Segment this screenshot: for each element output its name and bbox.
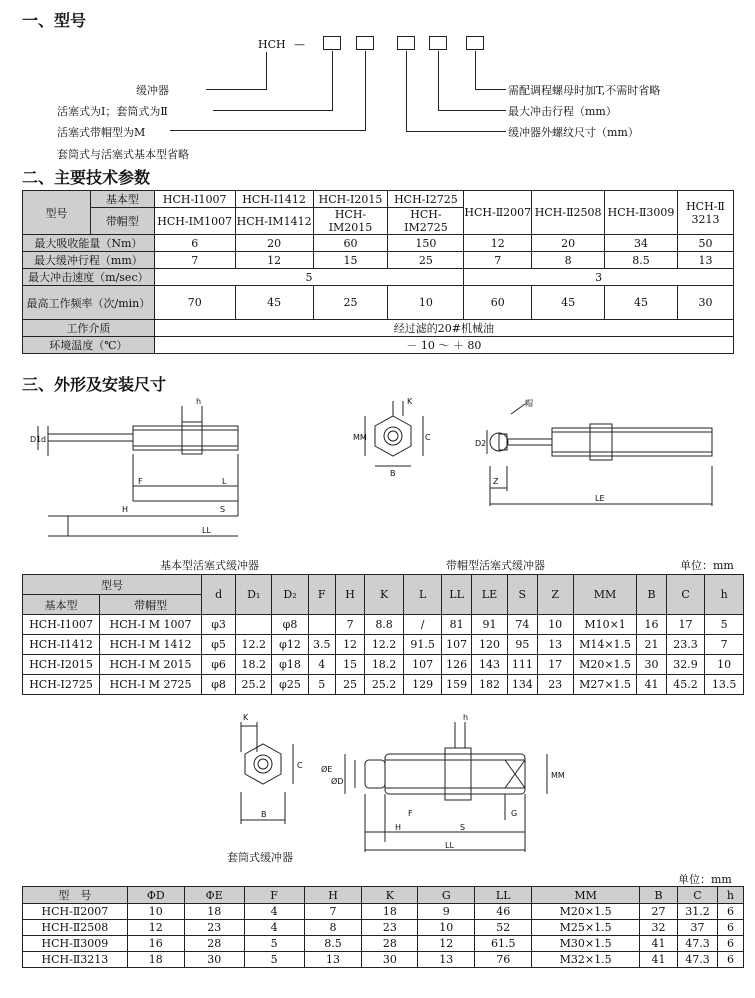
value-cell: φ25 [272, 675, 308, 695]
value-cell: 18 [127, 952, 184, 968]
value-cell: M25×1.5 [532, 920, 640, 936]
col-header: MM [573, 575, 636, 615]
spec-table [22, 190, 734, 354]
leader-line [206, 89, 266, 90]
value-cell: 46 [475, 904, 532, 920]
sleeve-end-view [205, 712, 315, 832]
value-cell: 28 [362, 936, 418, 952]
leader-line [365, 51, 366, 131]
sub-header: 基本型 [23, 595, 100, 615]
model-cell: HCH-Ⅰ1007 [23, 615, 100, 635]
group-header: 型号 [23, 575, 202, 595]
leader-line [406, 51, 407, 132]
sleeve-drawing-caption: 套筒式缓冲器 [227, 851, 293, 864]
cell: 6 [154, 235, 235, 252]
value-cell: 23 [537, 675, 573, 695]
cap-model: HCH-ⅠM2015 [313, 208, 388, 235]
table-row [23, 952, 744, 968]
col-header: B [637, 575, 666, 615]
hex-end-view [335, 396, 445, 486]
cell: 30 [677, 286, 733, 320]
cell: 20 [532, 235, 605, 252]
cell: 150 [388, 235, 464, 252]
model-dash: — [294, 38, 305, 51]
leader-line [406, 131, 506, 132]
cell: 60 [313, 235, 388, 252]
value-cell: 13.5 [705, 675, 744, 695]
cell: 12 [235, 252, 313, 269]
cell: 25 [313, 286, 388, 320]
col-header: F [244, 887, 304, 904]
table-row [23, 675, 744, 695]
col-header: D₂ [272, 575, 308, 615]
value-cell: 7 [705, 635, 744, 655]
value-cell: 16 [127, 936, 184, 952]
model-cell: HCH-Ⅰ1412 [23, 635, 100, 655]
cap-header: 带帽型 [90, 208, 154, 235]
col-header: h [717, 887, 743, 904]
value-cell: 28 [184, 936, 244, 952]
cell: 10 [388, 286, 464, 320]
value-cell: 74 [508, 615, 537, 635]
value-cell: 12.2 [236, 635, 272, 655]
dim-LL: LL [202, 526, 211, 535]
leader-line [213, 110, 333, 111]
value-cell: 10 [418, 920, 475, 936]
value-cell: 6 [717, 904, 743, 920]
col-header: LL [442, 575, 471, 615]
model-cell: HCH-Ⅱ3009 [23, 936, 128, 952]
value-cell: 126 [442, 655, 471, 675]
value-cell [236, 615, 272, 635]
model-cell: HCH-Ⅰ M 1007 [100, 615, 202, 635]
leader-line [438, 51, 439, 111]
cell: 45 [605, 286, 678, 320]
value-cell: 32.9 [666, 655, 705, 675]
table-row [23, 635, 744, 655]
right-label-0: 需配调程螺母时加T,不需时省略 [508, 84, 661, 97]
code-box-2 [356, 36, 374, 50]
value-cell: 111 [508, 655, 537, 675]
cap-model: HCH-ⅠM1007 [154, 208, 235, 235]
leader-line [438, 110, 506, 111]
col-header: H [335, 575, 364, 615]
right-label-2: 缓冲器外螺纹尺寸（mm） [508, 126, 639, 139]
sleeve-model: HCH-Ⅱ3009 [605, 191, 678, 235]
code-box-4 [429, 36, 447, 50]
cell: 45 [235, 286, 313, 320]
cell: 15 [313, 252, 388, 269]
value-cell: 41 [640, 952, 678, 968]
col-header: C [677, 887, 717, 904]
value-cell: 25 [335, 675, 364, 695]
dim-C: C [297, 761, 303, 770]
value-cell: 23.3 [666, 635, 705, 655]
dim-phiD: ØD [331, 777, 344, 786]
basic-piston-drawing [30, 396, 260, 546]
value-cell: 41 [637, 675, 666, 695]
dim-Z: Z [493, 477, 499, 486]
model-cell: HCH-Ⅰ2725 [23, 675, 100, 695]
sleeve-side-view [315, 712, 585, 862]
col-header: LL [475, 887, 532, 904]
value-cell: 95 [508, 635, 537, 655]
value-cell: 12.2 [365, 635, 404, 655]
dim-K: K [407, 397, 413, 406]
cell: 8 [532, 252, 605, 269]
dim-D2: D2 [475, 439, 487, 448]
value-cell: 32 [640, 920, 678, 936]
value-cell: 47.3 [677, 952, 717, 968]
value-cell: 107 [403, 655, 442, 675]
value-cell: 8 [304, 920, 362, 936]
dim-H: H [122, 505, 129, 514]
value-cell: 5 [705, 615, 744, 635]
row-label: 最高工作频率（次/min） [23, 286, 155, 320]
dim-S: S [220, 505, 226, 514]
value-cell: / [403, 615, 442, 635]
basic-drawing-caption: 基本型活塞式缓冲器 [160, 559, 259, 572]
value-cell: 18.2 [365, 655, 404, 675]
leader-line [475, 89, 506, 90]
value-cell: 8.8 [365, 615, 404, 635]
col-header: Z [537, 575, 573, 615]
dim-MM: MM [551, 771, 565, 780]
value-cell: φ8 [202, 675, 236, 695]
dim-h: h [463, 713, 469, 722]
cell: 70 [154, 286, 235, 320]
col-header: LE [471, 575, 507, 615]
value-cell: 8.5 [304, 936, 362, 952]
value-cell: 45.2 [666, 675, 705, 695]
cell: 50 [677, 235, 733, 252]
sleeve-model: HCH-Ⅱ2007 [464, 191, 532, 235]
value-cell: 41 [640, 936, 678, 952]
value-cell: M32×1.5 [532, 952, 640, 968]
left-label-1: 活塞式为Ⅰ；套筒式为Ⅱ [57, 105, 168, 118]
leader-line [266, 52, 267, 90]
dim-phiE: ØE [321, 765, 333, 774]
value-cell: 13 [418, 952, 475, 968]
value-cell: 18 [362, 904, 418, 920]
cap-drawing-caption: 带帽型活塞式缓冲器 [446, 559, 545, 572]
section2-title: 二、主要技术参数 [22, 168, 151, 187]
value-cell: 4 [308, 655, 335, 675]
basic-model: HCH-Ⅰ2725 [388, 191, 464, 208]
table-row [23, 904, 744, 920]
right-label-1: 最大冲击行程（mm） [508, 105, 617, 118]
value-cell: 134 [508, 675, 537, 695]
cap-piston-drawing [445, 396, 735, 516]
cell: 45 [532, 286, 605, 320]
dim-LL: LL [445, 841, 454, 850]
col-header: B [640, 887, 678, 904]
model-cell: HCH-Ⅰ M 1412 [100, 635, 202, 655]
value-cell: 10 [537, 615, 573, 635]
col-header: L [403, 575, 442, 615]
unit-label-2: 单位：mm [678, 873, 732, 886]
dim-LE: LE [595, 494, 605, 503]
value-cell: 30 [637, 655, 666, 675]
value-cell: φ6 [202, 655, 236, 675]
value-cell: 5 [244, 936, 304, 952]
value-cell: 16 [637, 615, 666, 635]
col-header: G [418, 887, 475, 904]
left-label-3: 套筒式与活塞式基本型省略 [57, 148, 189, 161]
dim-C: C [425, 433, 431, 442]
cap-part-label: 帽 [525, 399, 533, 408]
value-cell: M20×1.5 [532, 904, 640, 920]
value-cell: 6 [717, 952, 743, 968]
section1-title: 一、型号 [22, 11, 87, 30]
value-cell: 182 [471, 675, 507, 695]
dim-D1: D1 [30, 435, 42, 444]
value-cell: 6 [717, 936, 743, 952]
value-cell: 4 [244, 904, 304, 920]
cell: 5 [154, 269, 464, 286]
value-cell: 120 [471, 635, 507, 655]
model-cell: HCH-Ⅰ2015 [23, 655, 100, 675]
cell: 25 [388, 252, 464, 269]
value-cell: 18 [184, 904, 244, 920]
piston-dimension-table [22, 574, 744, 695]
sleeve-dimension-table [22, 886, 744, 968]
value-cell: 5 [308, 675, 335, 695]
value-cell: M20×1.5 [573, 655, 636, 675]
dim-B: B [390, 469, 396, 478]
leader-line [170, 130, 366, 131]
value-cell: 76 [475, 952, 532, 968]
value-cell: 30 [362, 952, 418, 968]
value-cell: 27 [640, 904, 678, 920]
col-header: C [666, 575, 705, 615]
cell: 13 [677, 252, 733, 269]
model-code: HCH [258, 38, 286, 51]
cell: 经过滤的20#机械油 [154, 320, 733, 337]
table-row [23, 655, 744, 675]
basic-model: HCH-Ⅰ2015 [313, 191, 388, 208]
value-cell: 5 [244, 952, 304, 968]
cell: 7 [464, 252, 532, 269]
value-cell: 3.5 [308, 635, 335, 655]
dim-h: h [196, 397, 202, 406]
table-row [23, 920, 744, 936]
leader-line [332, 51, 333, 111]
dim-B: B [261, 810, 267, 819]
left-label-0: 缓冲器 [136, 84, 169, 97]
value-cell: φ18 [272, 655, 308, 675]
section3-title: 三、外形及安装尺寸 [22, 375, 167, 394]
col-header: F [308, 575, 335, 615]
value-cell: 7 [304, 904, 362, 920]
value-cell: M27×1.5 [573, 675, 636, 695]
value-cell: 6 [717, 920, 743, 936]
cell: 3 [464, 269, 734, 286]
value-cell: 18.2 [236, 655, 272, 675]
value-cell: 23 [184, 920, 244, 936]
dim-H: H [395, 823, 402, 832]
value-cell [308, 615, 335, 635]
dim-MM: MM [353, 433, 367, 442]
value-cell: 37 [677, 920, 717, 936]
value-cell: 81 [442, 615, 471, 635]
value-cell: 47.3 [677, 936, 717, 952]
dim-K: K [243, 713, 249, 722]
value-cell: 143 [471, 655, 507, 675]
dim-F: F [138, 477, 143, 486]
row-label: 最大吸收能量（Nm） [23, 235, 155, 252]
basic-model: HCH-Ⅰ1007 [154, 191, 235, 208]
value-cell: φ5 [202, 635, 236, 655]
dim-L: L [222, 477, 227, 486]
col-header: d [202, 575, 236, 615]
col-header: ΦE [184, 887, 244, 904]
cell: － 10 ～ ＋ 80 [154, 337, 733, 354]
value-cell: 21 [637, 635, 666, 655]
value-cell: 13 [304, 952, 362, 968]
basic-model: HCH-Ⅰ1412 [235, 191, 313, 208]
value-cell: 10 [127, 904, 184, 920]
model-cell: HCH-Ⅱ3213 [23, 952, 128, 968]
value-cell: φ8 [272, 615, 308, 635]
value-cell: 61.5 [475, 936, 532, 952]
value-cell: 12 [127, 920, 184, 936]
col-header: K [362, 887, 418, 904]
unit-label: 单位：mm [680, 559, 734, 572]
value-cell: M14×1.5 [573, 635, 636, 655]
value-cell: 17 [666, 615, 705, 635]
sleeve-model: HCH-Ⅱ 3213 [677, 191, 733, 235]
value-cell: 12 [335, 635, 364, 655]
col-header: S [508, 575, 537, 615]
model-cell: HCH-Ⅱ2007 [23, 904, 128, 920]
value-cell: M30×1.5 [532, 936, 640, 952]
cap-model: HCH-ⅠM2725 [388, 208, 464, 235]
value-cell: 159 [442, 675, 471, 695]
value-cell: 9 [418, 904, 475, 920]
code-box-3 [397, 36, 415, 50]
left-label-2: 活塞式带帽型为M [57, 126, 146, 139]
table-row [23, 936, 744, 952]
cell: 60 [464, 286, 532, 320]
row-label: 最大冲击速度（m/sec） [23, 269, 155, 286]
col-header: MM [532, 887, 640, 904]
value-cell: 91 [471, 615, 507, 635]
value-cell: 91.5 [403, 635, 442, 655]
col-header: ΦD [127, 887, 184, 904]
value-cell: 25.2 [236, 675, 272, 695]
sleeve-model: HCH-Ⅱ2508 [532, 191, 605, 235]
col-header: h [705, 575, 744, 615]
value-cell: 129 [403, 675, 442, 695]
row-label: 环境温度（℃） [23, 337, 155, 354]
model-cell: HCH-Ⅰ M 2725 [100, 675, 202, 695]
value-cell: φ12 [272, 635, 308, 655]
code-box-5 [466, 36, 484, 50]
value-cell: 13 [537, 635, 573, 655]
value-cell: 23 [362, 920, 418, 936]
model-cell: HCH-Ⅰ M 2015 [100, 655, 202, 675]
code-box-1 [323, 36, 341, 50]
value-cell: 7 [335, 615, 364, 635]
value-cell: 17 [537, 655, 573, 675]
col-header: D₁ [236, 575, 272, 615]
cell: 34 [605, 235, 678, 252]
cell: 12 [464, 235, 532, 252]
value-cell: 10 [705, 655, 744, 675]
sub-header: 带帽型 [100, 595, 202, 615]
value-cell: 30 [184, 952, 244, 968]
value-cell: 52 [475, 920, 532, 936]
value-cell: 25.2 [365, 675, 404, 695]
value-cell: 31.2 [677, 904, 717, 920]
col-header: 型 号 [23, 887, 128, 904]
dim-S: S [460, 823, 466, 832]
col-header: H [304, 887, 362, 904]
value-cell: φ3 [202, 615, 236, 635]
row-label: 最大缓冲行程（mm） [23, 252, 155, 269]
value-cell: 12 [418, 936, 475, 952]
cell: 8.5 [605, 252, 678, 269]
value-cell: 107 [442, 635, 471, 655]
basic-header: 基本型 [90, 191, 154, 208]
model-header: 型号 [23, 191, 91, 235]
value-cell: 15 [335, 655, 364, 675]
cell: 7 [154, 252, 235, 269]
table-row [23, 615, 744, 635]
cap-model: HCH-ⅠM1412 [235, 208, 313, 235]
table-header-row [23, 887, 744, 904]
leader-line [475, 51, 476, 90]
dim-d: d [41, 435, 47, 444]
dim-G: G [511, 809, 518, 818]
value-cell: 4 [244, 920, 304, 936]
value-cell: M10×1 [573, 615, 636, 635]
dim-F: F [408, 809, 413, 818]
cell: 20 [235, 235, 313, 252]
col-header: K [365, 575, 404, 615]
row-label: 工作介质 [23, 320, 155, 337]
model-cell: HCH-Ⅱ2508 [23, 920, 128, 936]
